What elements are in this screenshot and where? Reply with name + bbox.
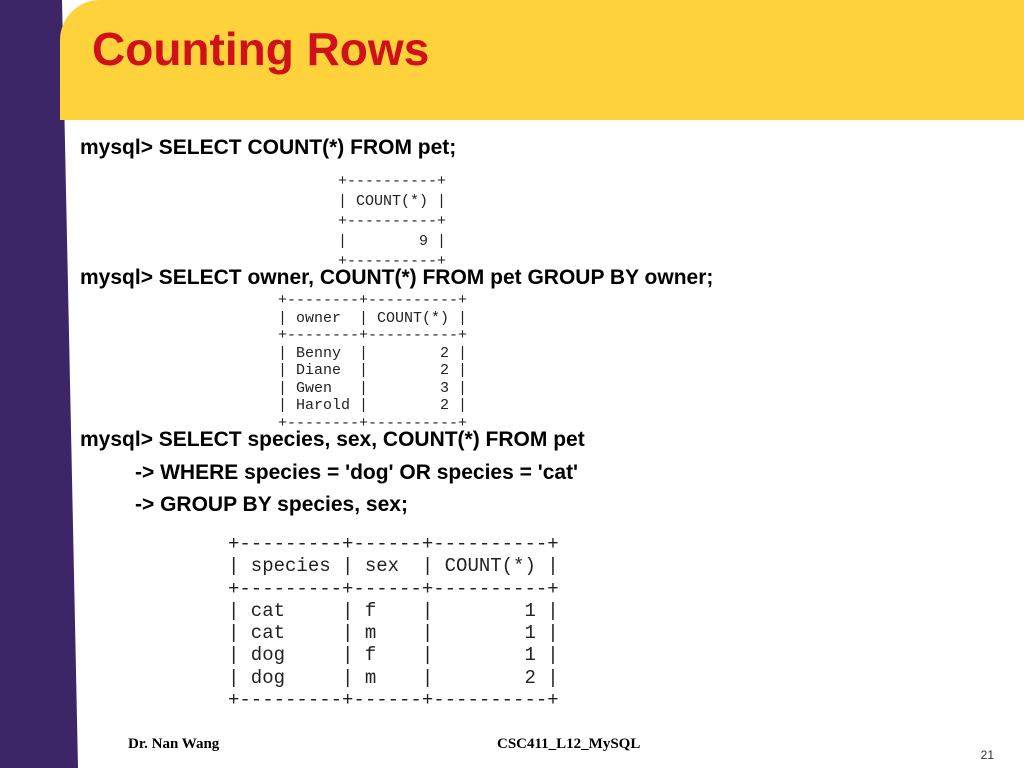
result-species-sex: +---------+------+----------+ | species | sex | COUNT(*) | +---------+------+----------+ | cat | f | 1 | | cat | m | 1 | | dog | f | 1 | | dog | m | 2 | +---------+------+----------+ [228, 533, 559, 712]
page-number: 21 [980, 748, 994, 762]
query-count-by-owner: mysql> SELECT owner, COUNT(*) FROM pet GROUP BY owner; [80, 266, 714, 289]
result-count-all: +----------+ | COUNT(*) | +----------+ | 9 | +----------+ [338, 173, 447, 270]
result-count-by-owner: +--------+----------+ | owner | COUNT(*) | +--------+----------+ | Benny | 2 | | Diane | 2 | | Gwen | 3 | | Harold | 2 | +--------+----------+ [278, 292, 468, 432]
query-species-line3: -> GROUP BY species, sex; [135, 493, 408, 516]
query-species-line2: -> WHERE species = 'dog' OR species = 'cat' [135, 461, 579, 484]
footer-author: Dr. Nan Wang [128, 736, 220, 752]
footer-course: CSC411_L12_MySQL [497, 736, 641, 752]
query-species-line1: mysql> SELECT species, sex, COUNT(*) FROM pet [80, 428, 585, 451]
slide-title: Counting Rows [92, 23, 430, 75]
query-count-all: mysql> SELECT COUNT(*) FROM pet; [80, 136, 457, 159]
